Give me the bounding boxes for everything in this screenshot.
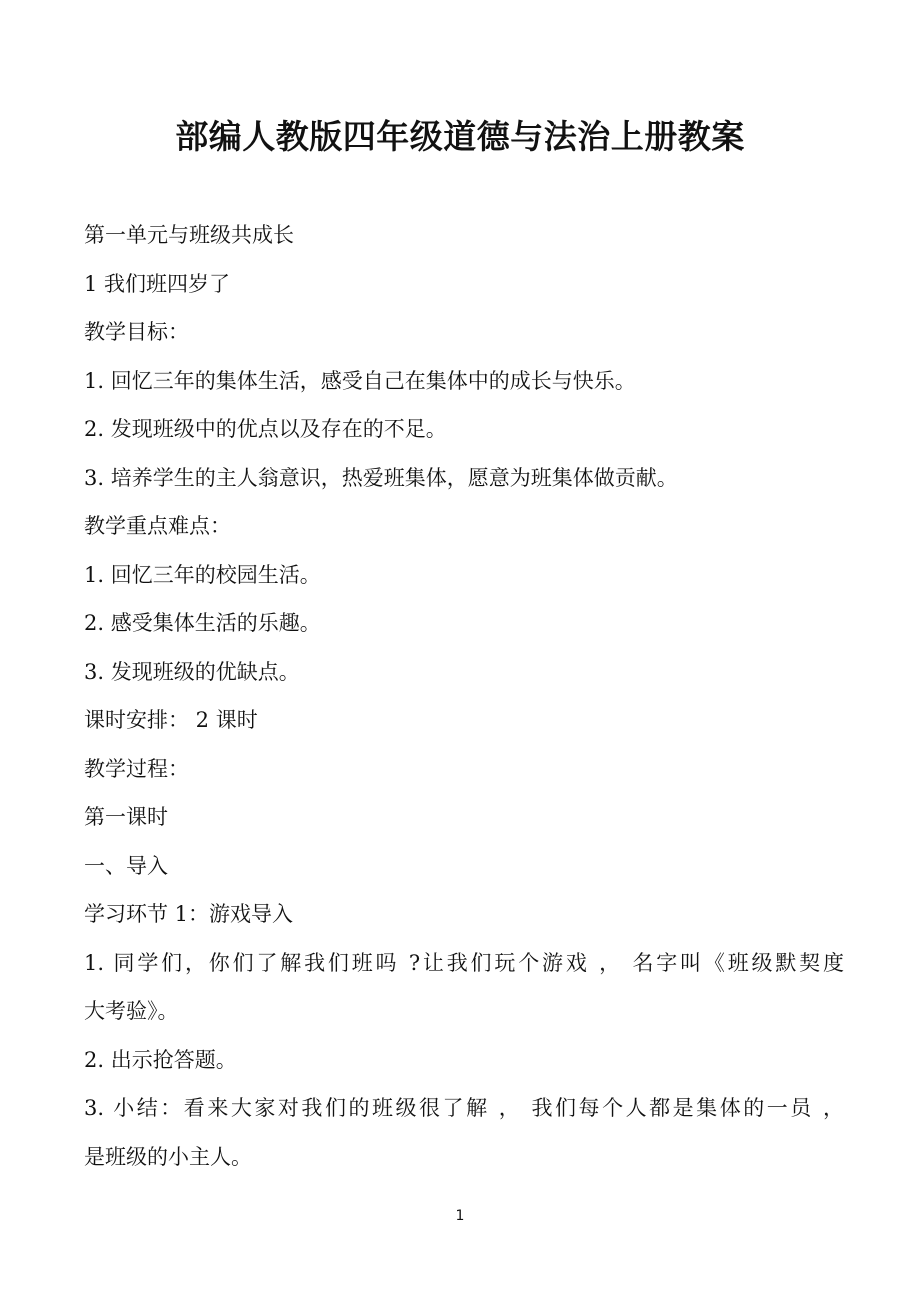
unit-heading: 第一单元与班级共成长 [84, 223, 294, 247]
lesson-heading: 1 我们班四岁了 [84, 271, 231, 296]
key-point-item-3: 3. 发现班级的优缺点。 [84, 659, 300, 684]
document-title: 部编人教版四年级道德与法治上册教案 [175, 117, 745, 156]
process-item-1: 1. 同学们，你们了解我们班吗 ?让我们玩个游戏 ， 名字叫《班级默契度 [84, 950, 844, 975]
part-heading-intro: 一、导入 [84, 853, 168, 878]
document-body [84, 211, 844, 1181]
objective-item-3: 3. 培养学生的主人翁意识，热爱班集体，愿意为班集体做贡献。 [84, 465, 678, 490]
step-heading: 学习环节 1：游戏导入 [84, 902, 294, 926]
objective-item-1: 1. 回忆三年的集体生活，感受自己在集体中的成长与快乐。 [84, 368, 636, 393]
process-item-3-continued: 是班级的小主人。 [84, 1144, 252, 1169]
key-point-item-2: 2. 感受集体生活的乐趣。 [84, 611, 321, 635]
section-heading-objectives: 教学目标： [84, 320, 189, 344]
section-heading-key-points: 教学重点难点： [84, 514, 231, 538]
key-point-item-1: 1. 回忆三年的校园生活。 [84, 562, 321, 587]
process-item-1-continued: 大考验》。 [84, 999, 179, 1023]
page-number: 1 [455, 1208, 465, 1224]
section-heading-process: 教学过程： [84, 756, 189, 781]
process-item-3: 3. 小结：看来大家对我们的班级很了解 ， 我们每个人都是集体的一员 ， [84, 1096, 844, 1120]
objective-item-2: 2. 发现班级中的优点以及存在的不足。 [84, 417, 447, 441]
period-heading: 第一课时 [84, 805, 168, 829]
process-item-2: 2. 出示抢答题。 [84, 1047, 237, 1072]
schedule-line: 课时安排： 2 课时 [84, 708, 258, 732]
